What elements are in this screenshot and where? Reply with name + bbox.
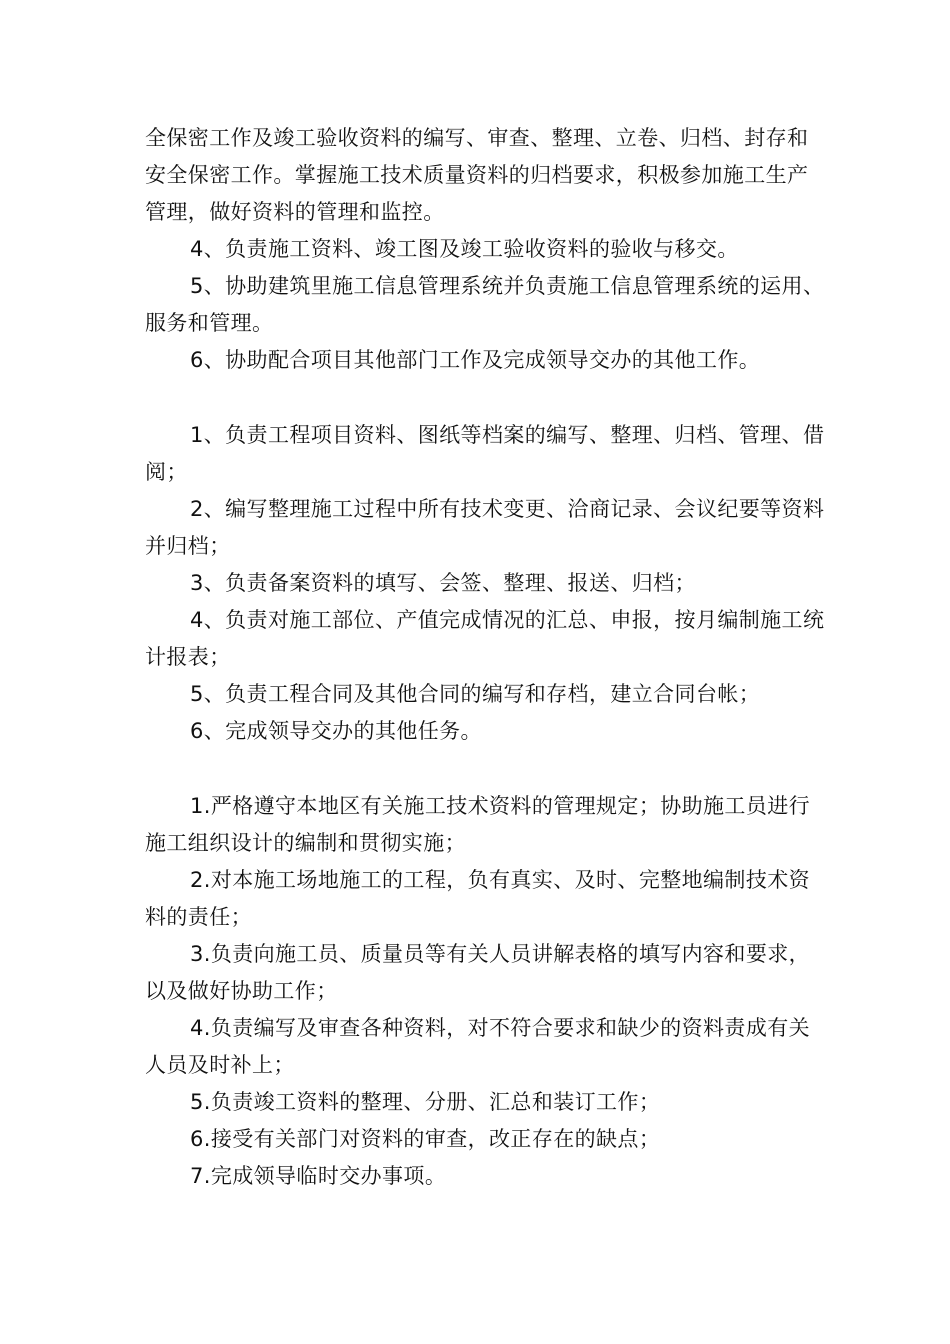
paragraph-item: 2、编写整理施工过程中所有技术变更、洽商记录、会议纪要等资料并归档；	[145, 497, 825, 558]
paragraph-item: 4、负责施工资料、竣工图及竣工验收资料的验收与移交。	[190, 237, 739, 261]
paragraph-item: 3、负责备案资料的填写、会签、整理、报送、归档；	[190, 571, 696, 595]
paragraph-item: 5、负责工程合同及其他合同的编写和存档，建立合同台帐；	[190, 682, 761, 706]
section-gap	[145, 750, 825, 788]
paragraph-item: 1.严格遵守本地区有关施工技术资料的管理规定；协助施工员进行施工组织设计的编制和贯彻实施；	[145, 794, 811, 855]
paragraph-item: 6、完成领导交办的其他任务。	[190, 719, 482, 743]
paragraph-item: 4.负责编写及审查各种资料，对不符合要求和缺少的资料责成有关人员及时补上；	[145, 1016, 811, 1077]
paragraph-item: 7.完成领导临时交办事项。	[190, 1164, 447, 1188]
paragraph-item: 5、协助建筑里施工信息管理系统并负责施工信息管理系统的运用、服务和管理。	[145, 274, 825, 335]
paragraph-continuation: 全保密工作及竣工验收资料的编写、审查、整理、立卷、归档、封存和安全保密工作。掌握施工技术质量资料的归档要求，积极参加施工生产管理，做好资料的管理和监控。	[145, 126, 809, 224]
document-body	[145, 120, 825, 1195]
paragraph-item: 1、负责工程项目资料、图纸等档案的编写、整理、归档、管理、借阅；	[145, 423, 825, 484]
paragraph-item: 4、负责对施工部位、产值完成情况的汇总、申报，按月编制施工统计报表；	[145, 608, 825, 669]
paragraph-item: 5.负责竣工资料的整理、分册、汇总和装订工作；	[190, 1090, 661, 1114]
paragraph-item: 6、协助配合项目其他部门工作及完成领导交办的其他工作。	[190, 348, 761, 372]
paragraph-item: 3.负责向施工员、质量员等有关人员讲解表格的填写内容和要求，以及做好协助工作；	[145, 942, 811, 1003]
section-gap	[145, 379, 825, 417]
paragraph-item: 6.接受有关部门对资料的审查，改正存在的缺点；	[190, 1127, 661, 1151]
paragraph-item: 2.对本施工场地施工的工程，负有真实、及时、完整地编制技术资料的责任；	[145, 868, 811, 929]
